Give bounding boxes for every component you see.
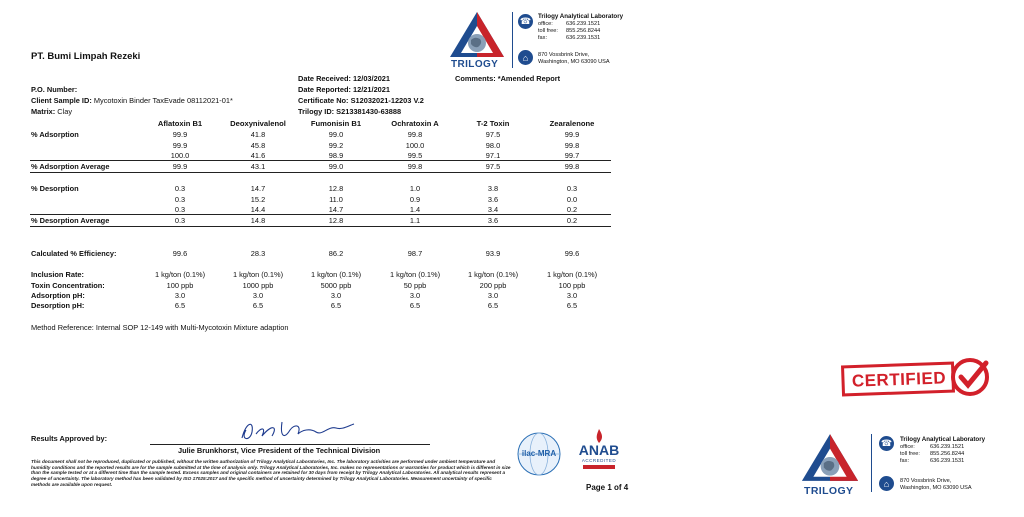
table-cell: 3.0 (487, 291, 499, 300)
table-cell: 1 kg/ton (0.1%) (232, 270, 284, 279)
row-label: % Desorption (31, 184, 79, 193)
table-cell: 200 ppb (479, 281, 507, 290)
date-received: Date Received: 12/03/2021 (298, 74, 391, 83)
table-cell: 6.5 (252, 301, 264, 310)
signature-line (150, 444, 430, 445)
col-header: Aflatoxin B1 (157, 119, 203, 128)
table-cell: 14.7 (328, 205, 344, 214)
table-cell: 3.0 (252, 291, 264, 300)
row-label: Toxin Concentration: (31, 281, 105, 290)
table-cell: 0.3 (174, 205, 186, 214)
matrix-value: Clay (57, 107, 73, 116)
table-cell: 3.0 (566, 291, 578, 300)
table-cell: 6.5 (409, 301, 421, 310)
anab-bar (583, 465, 615, 469)
table-cell: 14.8 (250, 216, 266, 225)
table-cell: 3.8 (487, 184, 499, 193)
trilogy-logo-bottom (798, 432, 862, 498)
address-line-2: Washington, MO 63090 USA (900, 484, 972, 491)
col-header: Deoxynivalenol (230, 119, 286, 128)
table-cell: 6.5 (330, 301, 342, 310)
trilogy-wordmark: TRILOGY (804, 485, 854, 497)
matrix-label: Matrix: (31, 107, 56, 116)
table-cell: 99.9 (564, 130, 580, 139)
row-label: % Adsorption (31, 130, 79, 139)
results-approved-label: Results Approved by: (31, 434, 108, 443)
method-reference: Method Reference: Internal SOP 12-149 with Multi-Mycotoxin Mixture adaption (31, 323, 289, 332)
col-header: Fumonisin B1 (310, 119, 362, 128)
table-rule (30, 160, 611, 161)
row-label: % Adsorption Average (31, 162, 110, 171)
address-line-1: 870 Vossbrink Drive, (900, 478, 952, 484)
table-cell: 14.7 (250, 184, 266, 193)
table-cell: 0.3 (174, 216, 186, 225)
table-cell: 99.5 (407, 151, 423, 160)
table-cell: 100 ppb (558, 281, 586, 290)
lab-name: Trilogy Analytical Laboratory (900, 436, 986, 443)
table-cell: 97.5 (485, 130, 501, 139)
date-reported: Date Reported: 12/21/2021 (298, 85, 391, 94)
table-cell: 98.0 (485, 141, 501, 150)
lab-name: Trilogy Analytical Laboratory (538, 13, 624, 20)
row-label: Desorption pH: (31, 301, 85, 310)
table-cell: 99.7 (564, 151, 580, 160)
client-sample-value: Mycotoxin Binder TaxEvade 08112021-01* (93, 96, 233, 105)
table-cell: 5000 ppb (320, 281, 352, 290)
address-line-2: Washington, MO 63090 USA (538, 58, 610, 65)
table-cell: 99.6 (564, 249, 580, 258)
disclaimer: This document shall not be reproduced, duplicated or published, without the written authorization of Trilogy Analytical Laboratories, Inc. The laboratory activities are performed under ambient temperature and humidity conditions and the reported results are for the sample submitted at the time of analysis only. Trilogy Analytical Laboratories, Inc. makes no representations or warranties for product which is different in size than the sample tested or at a different time than the sample tested. Excess samples and original containers are retained for 30 days from receipt by Trilogy Analytical Laboratories. All analytical results represent a degree of uncertainty. The laboratory method has been validated by ISO 17025:2017 and the specific method of uncertainty determined by Trilogy Analytical Laboratories. Measurement uncertainty of specific methods are available upon request. (31, 459, 511, 487)
table-cell: 100.0 (405, 141, 425, 150)
col-header: Zearalenone (549, 119, 595, 128)
table-cell: 3.0 (330, 291, 342, 300)
table-cell: 1 kg/ton (0.1%) (467, 270, 519, 279)
table-cell: 99.8 (564, 162, 580, 171)
row-label: Calculated % Efficiency: (31, 249, 117, 258)
row-label: Adsorption pH: (31, 291, 85, 300)
address-block-top (538, 52, 610, 66)
address-block-bottom (900, 478, 972, 492)
tollfree-line: toll free: 855.256.8244 (900, 450, 965, 457)
fax-line: fax: 636.239.1531 (538, 34, 601, 41)
col-header: Ochratoxin A (391, 119, 439, 128)
logo-divider (871, 434, 872, 492)
table-cell: 45.8 (250, 141, 266, 150)
ilac-mra-logo (517, 432, 561, 476)
table-cell: 41.6 (250, 151, 266, 160)
table-cell: 0.2 (566, 205, 578, 214)
table-cell: 99.9 (172, 162, 188, 171)
signature-text (232, 414, 362, 446)
table-cell: 3.4 (487, 205, 499, 214)
table-cell: 0.2 (566, 216, 578, 225)
table-cell: 6.5 (566, 301, 578, 310)
anab-sub: ACCREDITED (581, 458, 617, 463)
po-number: P.O. Number: (31, 85, 78, 94)
table-cell: 1.4 (409, 205, 421, 214)
table-cell: 1000 ppb (242, 281, 274, 290)
ilac-text: ilac-MRA (521, 449, 557, 458)
client-sample-label: Client Sample ID: (31, 96, 92, 105)
table-cell: 99.9 (172, 130, 188, 139)
table-cell: 6.5 (174, 301, 186, 310)
signature (232, 414, 362, 446)
table-cell: 12.8 (328, 184, 344, 193)
table-cell: 99.6 (172, 249, 188, 258)
contact-block-top (538, 13, 623, 42)
table-cell: 0.9 (409, 195, 421, 204)
table-cell: 86.2 (328, 249, 344, 258)
matrix (31, 108, 72, 115)
table-cell: 100.0 (170, 151, 190, 160)
tollfree-line: toll free: 855.256.8244 (538, 27, 601, 34)
table-cell: 97.5 (485, 162, 501, 171)
table-rule (30, 214, 611, 215)
table-cell: 93.9 (485, 249, 501, 258)
table-cell: 1 kg/ton (0.1%) (310, 270, 362, 279)
table-cell: 0.0 (566, 195, 578, 204)
certificate-no: Certificate No: S12032021-12203 V.2 (298, 96, 424, 105)
table-cell: 99.8 (564, 141, 580, 150)
contact-block-bottom (900, 436, 985, 465)
table-cell: 100 ppb (166, 281, 194, 290)
company-name: PT. Bumi Limpah Rezeki (31, 51, 141, 62)
trilogy-wordmark: TRILOGY (451, 59, 499, 70)
signatory-name: Julie Brunkhorst, Vice President of the Technical Division (178, 446, 381, 455)
office-line: office: 636.239.1521 (538, 20, 601, 27)
page-number: Page 1 of 4 (586, 483, 629, 492)
table-rule (30, 172, 611, 173)
col-header: T-2 Toxin (476, 119, 510, 128)
table-cell: 0.3 (174, 184, 186, 193)
table-cell: 3.6 (487, 195, 499, 204)
table-cell: 1.0 (409, 184, 421, 193)
table-cell: 41.8 (250, 130, 266, 139)
table-cell: 3.0 (409, 291, 421, 300)
trilogy-triangle-icon (447, 10, 507, 60)
home-icon: ⌂ (518, 50, 533, 65)
table-cell: 99.9 (172, 141, 188, 150)
table-cell: 1 kg/ton (0.1%) (546, 270, 598, 279)
table-cell: 6.5 (487, 301, 499, 310)
table-cell: 3.6 (487, 216, 499, 225)
anab-text: ANAB (578, 442, 620, 458)
certified-text: CERTIFIED (851, 368, 947, 391)
phone-icon: ☎ (518, 14, 533, 29)
table-cell: 15.2 (250, 195, 266, 204)
table-cell: 98.7 (407, 249, 423, 258)
table-cell: 28.3 (250, 249, 266, 258)
table-rule (30, 226, 611, 227)
table-cell: 99.8 (407, 130, 423, 139)
fax-line: fax: 636.239.1531 (900, 457, 965, 464)
comments: Comments: *Amended Report (455, 74, 561, 83)
table-cell: 11.0 (329, 195, 343, 204)
table-cell: 97.1 (485, 151, 501, 160)
logo-divider (512, 12, 513, 68)
table-cell: 3.0 (174, 291, 186, 300)
table-cell: 50 ppb (403, 281, 427, 290)
table-cell: 14.4 (250, 205, 266, 214)
certified-stamp (840, 355, 995, 405)
row-label: % Desorption Average (31, 216, 110, 225)
table-cell: 1.1 (409, 216, 421, 225)
table-cell: 99.0 (328, 130, 344, 139)
address-line-1: 870 Vossbrink Drive, (538, 52, 590, 58)
table-cell: 12.8 (328, 216, 344, 225)
table-cell: 98.9 (328, 151, 344, 160)
table-cell: 1 kg/ton (0.1%) (154, 270, 206, 279)
row-label: Inclusion Rate: (31, 270, 84, 279)
phone-icon: ☎ (879, 436, 894, 451)
table-cell: 99.8 (407, 162, 423, 171)
table-cell: 1 kg/ton (0.1%) (389, 270, 441, 279)
office-line: office: 636.239.1521 (900, 443, 965, 450)
table-cell: 43.1 (250, 162, 266, 171)
table-cell: 99.2 (328, 141, 344, 150)
trilogy-id: Trilogy ID: S213381430-63888 (298, 107, 402, 116)
table-cell: 99.0 (328, 162, 344, 171)
client-sample-id (31, 97, 233, 104)
table-cell: 0.3 (174, 195, 186, 204)
trilogy-triangle-icon (798, 432, 862, 484)
trilogy-logo-top (447, 10, 507, 72)
anab-logo (571, 428, 627, 476)
home-icon: ⌂ (879, 476, 894, 491)
table-cell: 0.3 (566, 184, 578, 193)
